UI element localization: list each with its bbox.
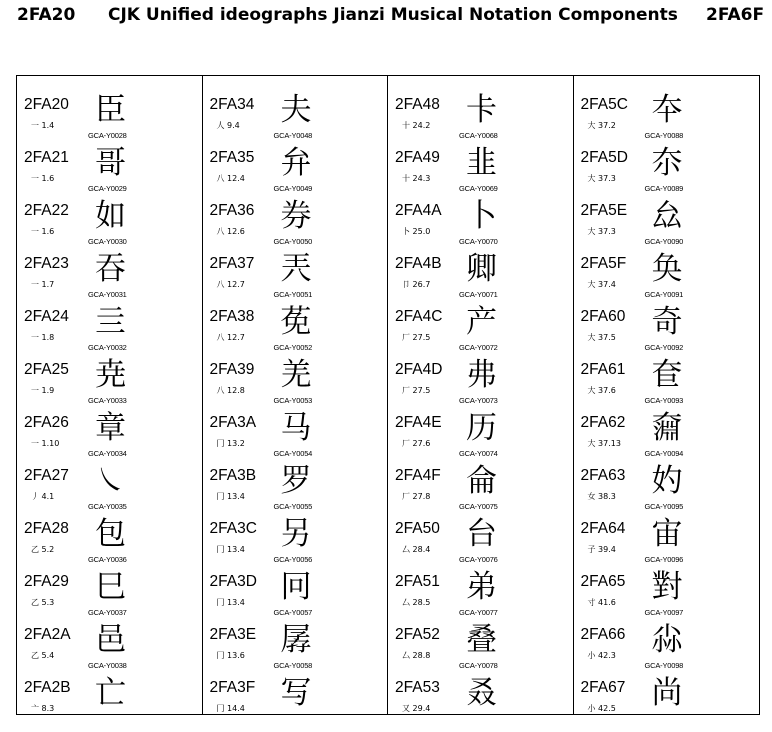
character-glyph: 夫 xyxy=(280,92,312,128)
character-cell xyxy=(388,622,573,679)
source-reference: GCA-Y0049 xyxy=(273,184,313,193)
source-reference: GCA-Y0088 xyxy=(644,131,684,140)
radical-stroke-label: 大 37.4 xyxy=(587,280,616,289)
character-cell xyxy=(17,145,202,202)
character-glyph: 叠 xyxy=(466,622,497,658)
character-glyph: 亡 xyxy=(95,675,126,711)
source-reference: GCA-Y0092 xyxy=(644,343,684,352)
radical-stroke-label: 丿 4.1 xyxy=(31,492,55,501)
radical-stroke-label: 冂 13.4 xyxy=(216,598,245,607)
radical-stroke-label: 厂 27.8 xyxy=(402,492,431,501)
character-glyph: 宙 xyxy=(651,516,683,552)
code-point-label: 2FA36 xyxy=(209,202,255,219)
code-point-label: 2FA66 xyxy=(580,626,626,643)
character-glyph: 莬 xyxy=(280,304,312,340)
character-glyph: 邑 xyxy=(95,622,126,658)
character-glyph: 如 xyxy=(95,198,126,234)
code-point-label: 2FA3C xyxy=(209,520,257,537)
code-point-label: 2FA4E xyxy=(395,414,442,431)
source-reference: GCA-Y0078 xyxy=(459,661,498,670)
source-reference: GCA-Y0093 xyxy=(644,396,684,405)
source-reference: GCA-Y0058 xyxy=(273,661,313,670)
code-point-label: 2FA53 xyxy=(395,679,440,696)
character-glyph: 尚 xyxy=(651,675,683,711)
source-reference: GCA-Y0036 xyxy=(88,555,127,564)
character-glyph: ⾂ xyxy=(95,92,126,128)
radical-stroke-label: 人 9.4 xyxy=(216,121,240,130)
character-cell xyxy=(388,145,573,202)
source-reference: GCA-Y0073 xyxy=(459,396,498,405)
code-point-label: 2FA35 xyxy=(209,149,255,166)
chart-column xyxy=(203,76,389,714)
code-point-label: 2FA3F xyxy=(209,679,256,696)
character-cell xyxy=(203,251,388,308)
radical-stroke-label: 冂 14.4 xyxy=(216,704,245,713)
source-reference: GCA-Y0035 xyxy=(88,502,127,511)
character-glyph: ㇏ xyxy=(95,463,126,499)
character-glyph: 包 xyxy=(95,516,126,552)
source-reference: GCA-Y0028 xyxy=(88,131,127,140)
character-glyph: 兲 xyxy=(280,251,312,287)
character-glyph: 侖 xyxy=(466,463,497,499)
source-reference: GCA-Y0095 xyxy=(644,502,684,511)
code-point-label: 2FA2B xyxy=(24,679,71,696)
radical-stroke-label: 一 1.7 xyxy=(31,280,55,289)
character-cell xyxy=(17,251,202,308)
character-cell xyxy=(388,304,573,361)
character-cell xyxy=(203,304,388,361)
source-reference: GCA-Y0032 xyxy=(88,343,127,352)
code-point-label: 2FA4B xyxy=(395,255,442,272)
code-point-label: 2FA38 xyxy=(209,308,255,325)
character-glyph: 卜 xyxy=(466,198,497,234)
code-point-label: 2FA34 xyxy=(209,96,255,113)
code-point-label: 2FA64 xyxy=(580,520,626,537)
source-reference: GCA-Y0076 xyxy=(459,555,498,564)
radical-stroke-label: 乙 5.4 xyxy=(31,651,55,660)
character-glyph: 罗 xyxy=(280,463,312,499)
code-point-label: 2FA21 xyxy=(24,149,69,166)
radical-stroke-label: 小 42.5 xyxy=(587,704,616,713)
character-cell xyxy=(17,410,202,467)
source-reference: GCA-Y0098 xyxy=(644,661,684,670)
character-glyph: 马 xyxy=(280,410,312,446)
character-cell xyxy=(574,569,760,626)
radical-stroke-label: 厂 27.5 xyxy=(402,386,431,395)
code-point-label: 2FA27 xyxy=(24,467,69,484)
radical-stroke-label: 卜 25.0 xyxy=(402,227,431,236)
source-reference: GCA-Y0033 xyxy=(88,396,127,405)
source-reference: GCA-Y0034 xyxy=(88,449,127,458)
source-reference: GCA-Y0051 xyxy=(273,290,313,299)
code-point-label: 2FA4A xyxy=(395,202,442,219)
character-cell xyxy=(388,463,573,520)
radical-stroke-label: 乙 5.2 xyxy=(31,545,55,554)
character-cell xyxy=(17,304,202,361)
code-point-label: 2FA3A xyxy=(209,414,257,431)
character-glyph: 弁 xyxy=(280,145,312,181)
character-cell xyxy=(17,198,202,255)
block-title: CJK Unified ideographs Jianzi Musical Notation Components xyxy=(108,5,678,25)
character-cell xyxy=(17,516,202,573)
source-reference: GCA-Y0069 xyxy=(459,184,498,193)
code-point-label: 2FA49 xyxy=(395,149,440,166)
character-glyph: 尭 xyxy=(95,357,126,393)
chart-column xyxy=(17,76,203,714)
radical-stroke-label: 大 37.3 xyxy=(587,174,616,183)
radical-stroke-label: 八 12.4 xyxy=(216,174,245,183)
code-point-label: 2FA4C xyxy=(395,308,443,325)
radical-stroke-label: 八 12.7 xyxy=(216,280,245,289)
source-reference: GCA-Y0089 xyxy=(644,184,684,193)
radical-stroke-label: 冂 13.6 xyxy=(216,651,245,660)
code-point-label: 2FA5C xyxy=(580,96,628,113)
source-reference: GCA-Y0048 xyxy=(273,131,313,140)
character-cell xyxy=(203,357,388,414)
character-cell xyxy=(574,622,760,679)
range-end-code: 2FA6F xyxy=(706,5,765,25)
source-reference: GCA-Y0029 xyxy=(88,184,127,193)
source-reference: GCA-Y0057 xyxy=(273,608,313,617)
character-cell xyxy=(388,516,573,573)
character-glyph: 夵 xyxy=(651,145,683,181)
character-glyph: 台 xyxy=(466,516,497,552)
code-point-label: 2FA5D xyxy=(580,149,628,166)
radical-stroke-label: 乙 5.3 xyxy=(31,598,55,607)
source-reference: GCA-Y0070 xyxy=(459,237,498,246)
character-glyph: 孱 xyxy=(280,622,312,658)
character-cell xyxy=(203,569,388,626)
source-reference: GCA-Y0094 xyxy=(644,449,684,458)
chart-column xyxy=(388,76,574,714)
source-reference: GCA-Y0091 xyxy=(644,290,684,299)
source-reference: GCA-Y0056 xyxy=(273,555,313,564)
code-point-label: 2FA5E xyxy=(580,202,628,219)
radical-stroke-label: 厂 27.5 xyxy=(402,333,431,342)
chart-column xyxy=(574,76,760,714)
source-reference: GCA-Y0053 xyxy=(273,396,313,405)
radical-stroke-label: 又 29.4 xyxy=(402,704,431,713)
character-cell xyxy=(17,622,202,679)
character-glyph: 奂 xyxy=(651,251,683,287)
code-point-label: 2FA67 xyxy=(580,679,626,696)
source-reference: GCA-Y0030 xyxy=(88,237,127,246)
source-reference: GCA-Y0075 xyxy=(459,502,498,511)
source-reference: GCA-Y0071 xyxy=(459,290,498,299)
character-cell xyxy=(574,251,760,308)
character-cell xyxy=(203,463,388,520)
character-cell xyxy=(388,198,573,255)
character-cell xyxy=(574,463,760,520)
character-cell xyxy=(574,410,760,467)
radical-stroke-label: 冂 13.2 xyxy=(216,439,245,448)
character-glyph: 写 xyxy=(280,675,312,711)
character-glyph: 另 xyxy=(280,516,312,552)
radical-stroke-label: 小 42.3 xyxy=(587,651,616,660)
radical-stroke-label: 寸 41.6 xyxy=(587,598,616,607)
source-reference: GCA-Y0038 xyxy=(88,661,127,670)
character-glyph: 尛 xyxy=(651,622,683,658)
character-glyph: 券 xyxy=(280,198,312,234)
character-glyph: 韭 xyxy=(466,145,497,181)
radical-stroke-label: 厶 28.4 xyxy=(402,545,431,554)
character-glyph: 妁 xyxy=(651,463,683,499)
character-cell xyxy=(574,516,760,573)
source-reference: GCA-Y0031 xyxy=(88,290,127,299)
character-cell xyxy=(574,198,760,255)
character-cell xyxy=(203,92,388,149)
radical-stroke-label: 厶 28.5 xyxy=(402,598,431,607)
character-cell xyxy=(388,569,573,626)
range-start-code: 2FA20 xyxy=(17,5,76,25)
radical-stroke-label: 八 12.6 xyxy=(216,227,245,236)
character-glyph: 历 xyxy=(466,410,497,446)
character-glyph: 哥 xyxy=(95,145,126,181)
radical-stroke-label: 亠 8.3 xyxy=(31,704,55,713)
character-cell xyxy=(203,622,388,679)
source-reference: GCA-Y0090 xyxy=(644,237,684,246)
character-cell xyxy=(388,410,573,467)
character-glyph: 卿 xyxy=(466,251,497,287)
character-glyph: 亖 xyxy=(95,304,126,340)
code-point-label: 2FA3E xyxy=(209,626,257,643)
radical-stroke-label: 八 12.8 xyxy=(216,386,245,395)
radical-stroke-label: 厶 28.8 xyxy=(402,651,431,660)
radical-stroke-label: 女 38.3 xyxy=(587,492,616,501)
character-glyph: 冋 xyxy=(280,569,312,605)
radical-stroke-label: 八 12.7 xyxy=(216,333,245,342)
character-glyph: 卡 xyxy=(466,92,497,128)
code-point-label: 2FA37 xyxy=(209,255,255,272)
source-reference: GCA-Y0054 xyxy=(273,449,313,458)
character-glyph: 吞 xyxy=(95,251,126,287)
radical-stroke-label: 大 37.5 xyxy=(587,333,616,342)
code-point-label: 2FA52 xyxy=(395,626,440,643)
code-point-label: 2FA5F xyxy=(580,255,627,272)
code-point-label: 2FA26 xyxy=(24,414,69,431)
character-glyph: 产 xyxy=(466,304,497,340)
code-point-label: 2FA39 xyxy=(209,361,255,378)
code-chart-table xyxy=(16,75,760,715)
code-point-label: 2FA3D xyxy=(209,573,257,590)
code-point-label: 2FA65 xyxy=(580,573,626,590)
source-reference: GCA-Y0072 xyxy=(459,343,498,352)
character-glyph: 叒 xyxy=(466,675,497,711)
character-glyph: 奆 xyxy=(651,357,683,393)
source-reference: GCA-Y0068 xyxy=(459,131,498,140)
radical-stroke-label: 大 37.6 xyxy=(587,386,616,395)
character-cell xyxy=(574,92,760,149)
character-cell xyxy=(17,357,202,414)
character-cell xyxy=(388,92,573,149)
radical-stroke-label: 十 24.2 xyxy=(402,121,431,130)
code-point-label: 2FA3B xyxy=(209,467,257,484)
radical-stroke-label: 子 39.4 xyxy=(587,545,616,554)
code-point-label: 2FA2A xyxy=(24,626,71,643)
character-glyph: 章 xyxy=(95,410,126,446)
code-point-label: 2FA24 xyxy=(24,308,69,325)
source-reference: GCA-Y0097 xyxy=(644,608,684,617)
character-glyph: 對 xyxy=(651,569,683,605)
character-glyph: 弟 xyxy=(466,569,497,605)
character-cell xyxy=(574,357,760,414)
code-point-label: 2FA61 xyxy=(580,361,626,378)
code-point-label: 2FA63 xyxy=(580,467,626,484)
radical-stroke-label: 大 37.13 xyxy=(587,439,621,448)
character-glyph: 弗 xyxy=(466,357,497,393)
code-point-label: 2FA4F xyxy=(395,467,441,484)
character-cell xyxy=(388,251,573,308)
radical-stroke-label: 冂 13.4 xyxy=(216,545,245,554)
character-glyph: 奇 xyxy=(651,304,683,340)
radical-stroke-label: 大 37.2 xyxy=(587,121,616,130)
character-cell xyxy=(203,145,388,202)
source-reference: GCA-Y0052 xyxy=(273,343,313,352)
character-cell xyxy=(17,569,202,626)
character-cell xyxy=(203,410,388,467)
character-cell xyxy=(203,516,388,573)
character-cell xyxy=(17,463,202,520)
code-point-label: 2FA25 xyxy=(24,361,69,378)
source-reference: GCA-Y0077 xyxy=(459,608,498,617)
code-point-label: 2FA48 xyxy=(395,96,440,113)
code-point-label: 2FA20 xyxy=(24,96,69,113)
character-glyph: 巳 xyxy=(95,569,126,605)
radical-stroke-label: 厂 27.6 xyxy=(402,439,431,448)
radical-stroke-label: 一 1.8 xyxy=(31,333,55,342)
character-glyph: 羌 xyxy=(280,357,312,393)
source-reference: GCA-Y0055 xyxy=(273,502,313,511)
character-cell xyxy=(574,304,760,361)
code-point-label: 2FA22 xyxy=(24,202,69,219)
character-cell xyxy=(574,145,760,202)
radical-stroke-label: 一 1.4 xyxy=(31,121,55,130)
source-reference: GCA-Y0037 xyxy=(88,608,127,617)
character-cell xyxy=(388,357,573,414)
source-reference: GCA-Y0074 xyxy=(459,449,498,458)
code-point-label: 2FA62 xyxy=(580,414,626,431)
character-cell xyxy=(17,92,202,149)
character-glyph: 奫 xyxy=(651,410,683,446)
page-header xyxy=(0,0,772,34)
radical-stroke-label: 一 1.6 xyxy=(31,227,55,236)
code-point-label: 2FA28 xyxy=(24,520,69,537)
source-reference: GCA-Y0096 xyxy=(644,555,684,564)
radical-stroke-label: 冂 13.4 xyxy=(216,492,245,501)
code-point-label: 2FA29 xyxy=(24,573,69,590)
code-point-label: 2FA4D xyxy=(395,361,443,378)
character-cell xyxy=(203,198,388,255)
code-point-label: 2FA51 xyxy=(395,573,440,590)
character-glyph: 夲 xyxy=(651,92,683,128)
radical-stroke-label: 卩 26.7 xyxy=(402,280,431,289)
character-glyph: 厽 xyxy=(651,198,683,234)
code-point-label: 2FA23 xyxy=(24,255,69,272)
code-point-label: 2FA60 xyxy=(580,308,626,325)
source-reference: GCA-Y0050 xyxy=(273,237,313,246)
radical-stroke-label: 一 1.6 xyxy=(31,174,55,183)
radical-stroke-label: 十 24.3 xyxy=(402,174,431,183)
radical-stroke-label: 一 1.10 xyxy=(31,439,60,448)
code-point-label: 2FA50 xyxy=(395,520,440,537)
radical-stroke-label: 一 1.9 xyxy=(31,386,55,395)
radical-stroke-label: 大 37.3 xyxy=(587,227,616,236)
